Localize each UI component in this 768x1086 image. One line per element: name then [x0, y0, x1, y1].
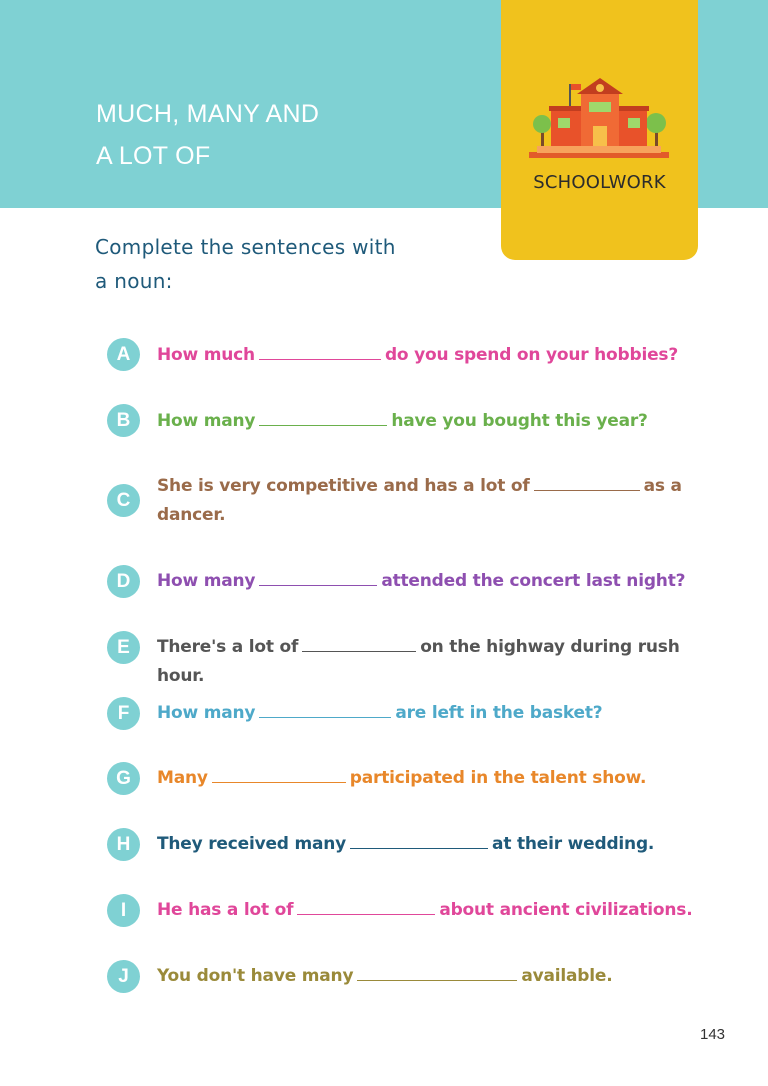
instruction-line-1: Complete the sentences with [95, 235, 396, 259]
sentence-end: attended the concert last night? [381, 571, 686, 591]
page-number: 143 [700, 1026, 726, 1043]
sentence-start: There's a lot of [157, 637, 299, 657]
item-sentence [157, 567, 697, 596]
item-letter-badge: E [107, 631, 140, 664]
school-building-icon [527, 74, 673, 164]
title-line-2: A LOT OF [96, 142, 211, 170]
answer-blank[interactable] [259, 345, 381, 360]
item-letter-badge: I [107, 894, 140, 927]
item-sentence [157, 699, 697, 728]
item-sentence [157, 341, 697, 370]
answer-blank[interactable] [534, 476, 640, 491]
item-letter-badge: J [107, 960, 140, 993]
item-letter-badge: B [107, 404, 140, 437]
tag-label: SCHOOLWORK [533, 172, 666, 193]
item-sentence [157, 830, 697, 859]
page-title [96, 93, 319, 177]
sentence-end: on the highway during rush hour. [157, 637, 680, 686]
sentence-start: He has a lot of [157, 900, 294, 920]
instruction-line-2: a noun: [95, 269, 173, 293]
category-tag [501, 0, 698, 260]
item-letter-badge: A [107, 338, 140, 371]
item-letter-badge: F [107, 697, 140, 730]
sentence-end: available. [521, 966, 613, 986]
answer-blank[interactable] [212, 768, 346, 783]
item-letter-badge: D [107, 565, 140, 598]
answer-blank[interactable] [259, 411, 387, 426]
item-sentence [157, 764, 697, 793]
sentence-end: about ancient civilizations. [439, 900, 693, 920]
sentence-end: are left in the basket? [395, 703, 603, 723]
item-sentence [157, 407, 697, 436]
answer-blank[interactable] [259, 703, 391, 718]
sentence-start: How much [157, 345, 255, 365]
sentence-end: as a dancer. [157, 476, 682, 525]
item-sentence [157, 633, 697, 691]
item-sentence [157, 962, 697, 991]
sentence-start: You don't have many [157, 966, 354, 986]
sentence-end: do you spend on your hobbies? [384, 345, 679, 365]
sentence-start: How many [157, 411, 256, 431]
instruction [95, 230, 396, 298]
answer-blank[interactable] [302, 637, 416, 652]
item-sentence [157, 472, 697, 530]
sentence-start: Many [157, 768, 208, 788]
sentence-end: have you bought this year? [391, 411, 648, 431]
item-letter-badge: H [107, 828, 140, 861]
sentence-end: at their wedding. [492, 834, 655, 854]
answer-blank[interactable] [297, 900, 435, 915]
item-sentence [157, 896, 697, 925]
sentence-end: participated in the talent show. [349, 768, 647, 788]
sentence-start: How many [157, 703, 256, 723]
answer-blank[interactable] [259, 571, 377, 586]
sentence-start: How many [157, 571, 256, 591]
answer-blank[interactable] [357, 966, 517, 981]
item-letter-badge: G [107, 762, 140, 795]
sentence-start: She is very competitive and has a lot of [157, 476, 530, 496]
sentence-start: They received many [157, 834, 347, 854]
item-letter-badge: C [107, 484, 140, 517]
title-line-1: MUCH, MANY AND [96, 100, 320, 128]
answer-blank[interactable] [350, 834, 488, 849]
